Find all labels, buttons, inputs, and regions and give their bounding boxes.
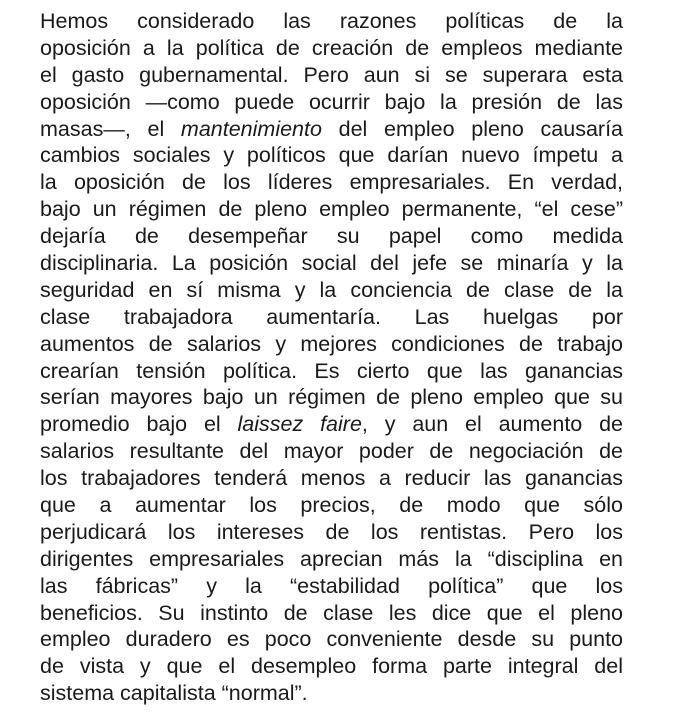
text-segment: serían mayores bajo un régimen de pleno empleo que su [40, 385, 623, 410]
text-segment: masas—, el [40, 116, 181, 141]
text-segment: , y aun el aumento de [361, 412, 624, 437]
text-segment: del empleo pleno causaría [321, 116, 623, 141]
paragraph-line [40, 519, 623, 546]
text-segment: Hemos considerado las razones políticas de la [40, 9, 623, 33]
text-segment: las fábricas” y la “estabilidad política” que los [40, 573, 623, 598]
paragraph-line [40, 304, 623, 331]
paragraph-line [40, 169, 623, 196]
text-segment: sistema capitalista “normal”. [40, 681, 308, 706]
paragraph-line [40, 62, 623, 89]
paragraph-line [40, 223, 623, 250]
paragraph-line [40, 546, 623, 573]
text-segment: disciplinaria. La posición social del jefe se minaría y la [40, 251, 623, 276]
paragraph-line [40, 600, 623, 627]
body-paragraph [40, 8, 623, 707]
text-segment: empleo duradero es poco conveniente desde su punto [40, 627, 623, 652]
paragraph-line [40, 142, 623, 169]
text-segment: crearían tensión política. Es cierto que las ganancias [40, 358, 623, 383]
paragraph-line [40, 626, 623, 653]
text-segment: cambios sociales y políticos que darían nuevo ímpetu a [40, 143, 623, 168]
text-segment: oposición —como puede ocurrir bajo la presión de las [40, 89, 623, 114]
text-segment: aumentos de salarios y mejores condiciones de trabajo [40, 331, 623, 356]
paragraph-line [40, 277, 623, 304]
document-page [40, 8, 623, 707]
text-segment: la oposición de los líderes empresariales. En verdad, [40, 170, 623, 195]
text-segment: que a aumentar los precios, de modo que sólo [40, 493, 623, 518]
paragraph-line [40, 653, 623, 680]
paragraph-line [40, 411, 623, 438]
paragraph-line [40, 196, 623, 223]
paragraph-line [40, 89, 623, 116]
text-segment: de vista y que el desempleo forma parte integral del [40, 654, 623, 679]
text-segment: el gasto gubernamental. Pero aun si se superara esta [40, 62, 623, 87]
paragraph-line [40, 35, 623, 62]
text-segment: perjudicará los intereses de los rentistas. Pero los [40, 519, 623, 544]
paragraph-line [40, 492, 623, 519]
paragraph-line [40, 116, 623, 143]
paragraph-line [40, 438, 623, 465]
text-segment: bajo un régimen de pleno empleo permanente, “el cese” [40, 197, 623, 222]
text-segment: seguridad en sí misma y la conciencia de clase de la [40, 277, 623, 302]
paragraph-line [40, 384, 623, 411]
italic-text-segment: laissez faire [237, 412, 362, 437]
paragraph-line [40, 331, 623, 358]
text-segment: clase trabajadora aumentaría. Las huelgas por [40, 304, 623, 329]
paragraph-line [40, 680, 623, 707]
paragraph-line [40, 358, 623, 385]
paragraph-line [40, 465, 623, 492]
italic-text-segment: mantenimiento [180, 116, 322, 141]
paragraph-line [40, 8, 623, 35]
text-segment: beneficios. Su instinto de clase les dice que el pleno [40, 600, 623, 625]
text-segment: dejaría de desempeñar su papel como medida [40, 224, 623, 249]
text-segment: salarios resultante del mayor poder de negociación de [40, 439, 623, 464]
text-segment: dirigentes empresariales aprecian más la “disciplina en [40, 546, 623, 571]
text-segment: promedio bajo el [40, 412, 238, 437]
paragraph-line [40, 250, 623, 277]
text-segment: oposición a la política de creación de empleos mediante [40, 35, 623, 60]
text-segment: los trabajadores tenderá menos a reducir las ganancias [40, 466, 623, 491]
paragraph-line [40, 573, 623, 600]
